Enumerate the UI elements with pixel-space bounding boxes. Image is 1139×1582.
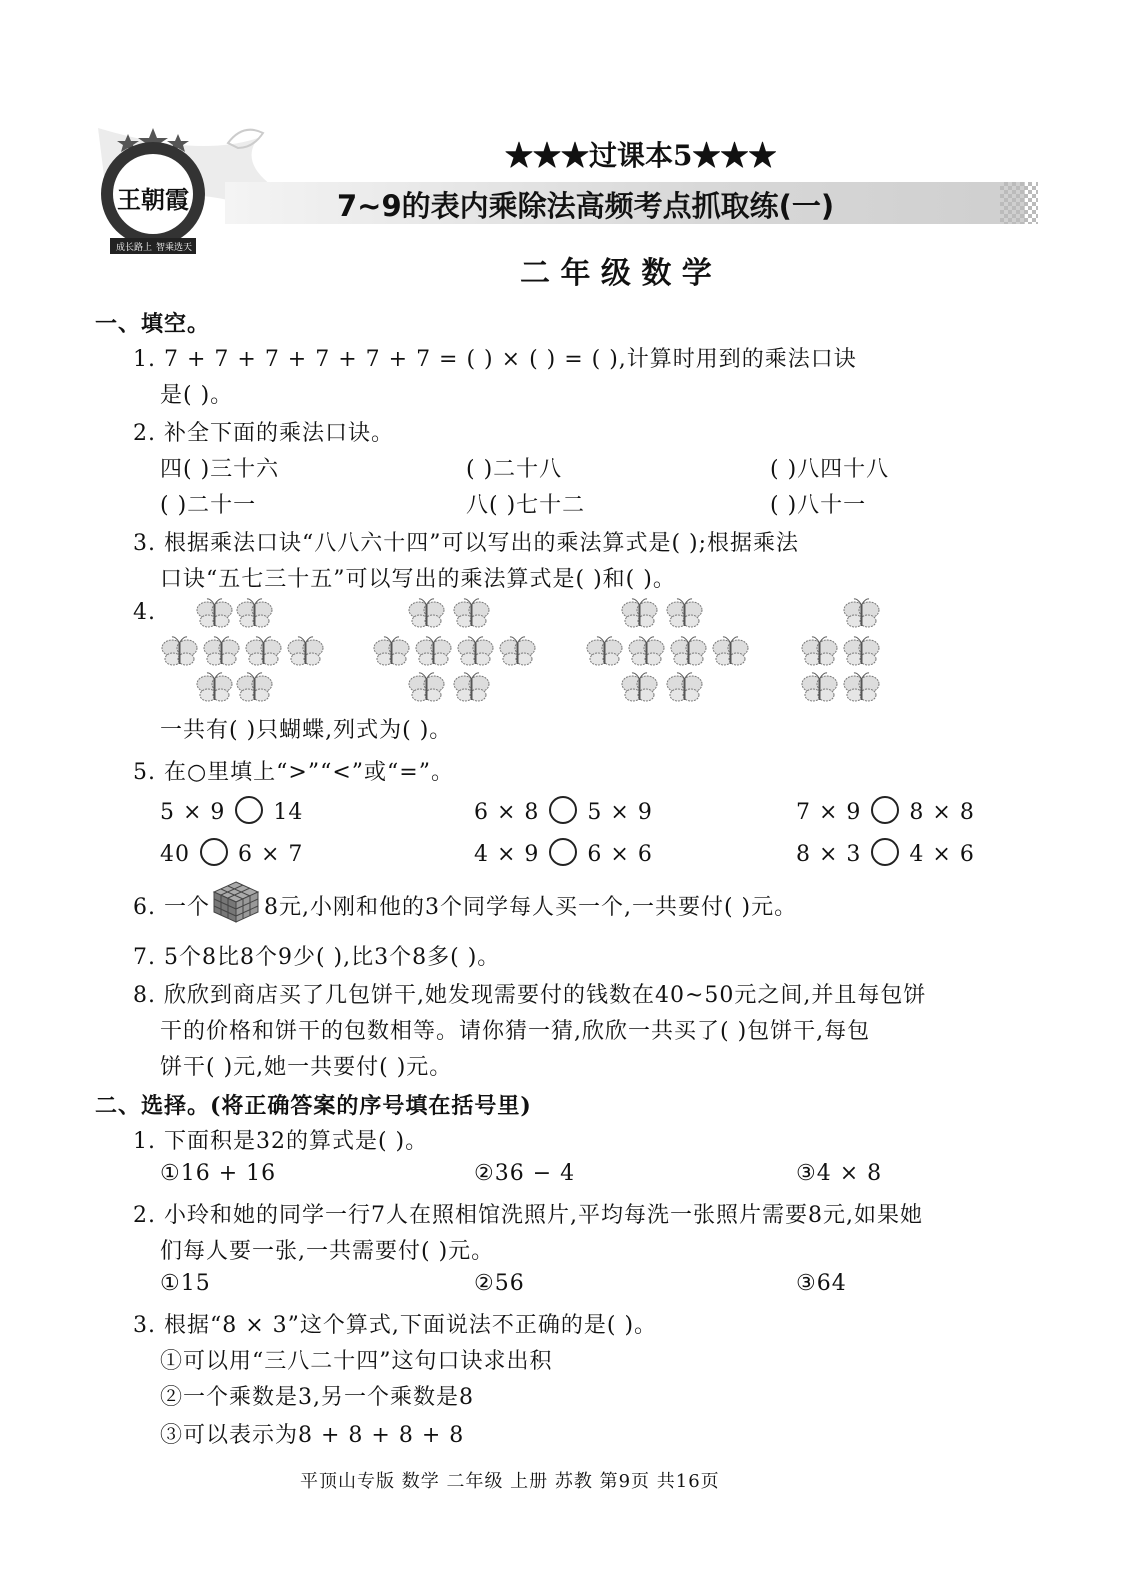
publisher-logo bbox=[92, 128, 214, 260]
butterfly-icon bbox=[620, 672, 660, 704]
compare-circle[interactable] bbox=[549, 838, 577, 866]
q8-line1: 8. 欣欣到商店买了几包饼干,她发现需要付的钱数在40~50元之间,并且每包饼 bbox=[133, 983, 927, 1008]
banner-pattern bbox=[1000, 182, 1038, 224]
s2-q2-option: ③64 bbox=[796, 1271, 847, 1296]
compare-circle[interactable] bbox=[200, 838, 228, 866]
butterfly-icon bbox=[452, 672, 492, 704]
butterfly-icon bbox=[244, 636, 284, 668]
butterfly-icon bbox=[456, 636, 496, 668]
section2-heading: 二、选择。(将正确答案的序号填在括号里) bbox=[95, 1093, 532, 1119]
q5-item: 4 × 9 6 × 6 bbox=[474, 838, 653, 867]
s2-q1-option: ②36 − 4 bbox=[474, 1161, 576, 1186]
butterfly-icon bbox=[202, 636, 242, 668]
q2-title: 2. 补全下面的乘法口诀。 bbox=[133, 421, 394, 446]
s2-q1-option: ①16 + 16 bbox=[160, 1161, 277, 1186]
q2-item: ( )二十八 bbox=[466, 457, 563, 482]
q5-item: 40 6 × 7 bbox=[160, 838, 303, 867]
s2-q3: 3. 根据“8 × 3”这个算式,下面说法不正确的是( )。 bbox=[133, 1313, 658, 1338]
compare-circle[interactable] bbox=[871, 796, 899, 824]
butterfly-icon bbox=[372, 636, 412, 668]
q2-item: 四( )三十六 bbox=[160, 457, 280, 482]
compare-circle[interactable] bbox=[549, 796, 577, 824]
q2-item: 八( )七十二 bbox=[466, 493, 586, 518]
butterfly-icon bbox=[669, 636, 709, 668]
q1-line2: 是( )。 bbox=[160, 383, 234, 408]
butterfly-icon bbox=[160, 636, 200, 668]
q4-label: 4. bbox=[133, 600, 156, 625]
q5-item: 8 × 3 4 × 6 bbox=[796, 838, 975, 867]
butterfly-icon bbox=[286, 636, 326, 668]
kicker-title: ★★★过课本5★★★ bbox=[505, 139, 777, 172]
q8-line2: 干的价格和饼干的包数相等。请你猜一猜,欣欣一共买了( )包饼干,每包 bbox=[160, 1019, 871, 1044]
section1-heading: 一、填空。 bbox=[95, 311, 211, 337]
s2-q2-option: ②56 bbox=[474, 1271, 525, 1296]
q2-item: ( )二十一 bbox=[160, 493, 257, 518]
butterfly-icon bbox=[407, 672, 447, 704]
s2-q2-line2: 们每人要一张,一共需要付( )元。 bbox=[160, 1239, 495, 1264]
butterfly-icon bbox=[585, 636, 625, 668]
q3-line1: 3. 根据乘法口诀“八八六十四”可以写出的乘法算式是( );根据乘法 bbox=[133, 531, 800, 556]
butterfly-icon bbox=[620, 598, 660, 630]
q3-line2: 口诀“五七三十五”可以写出的乘法算式是( )和( )。 bbox=[160, 567, 676, 592]
butterfly-icon bbox=[800, 672, 840, 704]
butterfly-icon bbox=[195, 672, 235, 704]
q1-line1: 1. 7 + 7 + 7 + 7 + 7 + 7 = ( ) × ( ) = ( ),计算时用到的乘法口诀 bbox=[133, 347, 857, 372]
banner-title: 7~9的表内乘除法高频考点抓取练(一) bbox=[337, 189, 835, 223]
butterfly-icon bbox=[195, 598, 235, 630]
butterfly-icon bbox=[665, 598, 705, 630]
s2-q2-line1: 2. 小玲和她的同学一行7人在照相馆洗照片,平均每洗一张照片需要8元,如果她 bbox=[133, 1203, 923, 1228]
logo-text: 王朝霞 bbox=[117, 185, 189, 214]
butterfly-icon bbox=[842, 598, 882, 630]
compare-circle[interactable] bbox=[871, 838, 899, 866]
q2-item: ( )八四十八 bbox=[770, 457, 890, 482]
q5-title: 5. 在○里填上“>”“<”或“=”。 bbox=[133, 760, 454, 785]
page-footer: 平顶山专版 数学 二年级 上册 苏教 第9页 共16页 bbox=[300, 1471, 720, 1492]
s2-q3-option: ②一个乘数是3,另一个乘数是8 bbox=[160, 1385, 474, 1410]
s2-q1: 1. 下面积是32的算式是( )。 bbox=[133, 1129, 429, 1154]
rubiks-cube-icon bbox=[212, 880, 260, 924]
q4-line: 一共有( )只蝴蝶,列式为( )。 bbox=[160, 718, 453, 743]
s2-q3-option: ①可以用“三八二十四”这句口诀求出积 bbox=[160, 1349, 553, 1374]
subject-title: 二 年 级 数 学 bbox=[520, 256, 712, 291]
q7: 7. 5个8比8个9少( ),比3个8多( )。 bbox=[133, 945, 501, 970]
q6-suffix: 8元,小刚和他的3个同学每人买一个,一共要付( )元。 bbox=[264, 895, 798, 920]
butterfly-icon bbox=[407, 598, 447, 630]
butterfly-icon bbox=[842, 636, 882, 668]
q6-prefix: 6. 一个 bbox=[133, 895, 210, 920]
s2-q1-option: ③4 × 8 bbox=[796, 1161, 883, 1186]
svg-text:成长路上: 成长路上 bbox=[115, 243, 153, 253]
svg-text:智乘选天: 智乘选天 bbox=[155, 243, 193, 253]
butterfly-icon bbox=[235, 672, 275, 704]
butterfly-icon bbox=[842, 672, 882, 704]
butterfly-icon bbox=[800, 636, 840, 668]
q8-line3: 饼干( )元,她一共要付( )元。 bbox=[160, 1055, 453, 1080]
compare-circle[interactable] bbox=[235, 796, 263, 824]
q5-item: 5 × 9 14 bbox=[160, 796, 303, 825]
butterfly-icon bbox=[235, 598, 275, 630]
butterfly-icon bbox=[627, 636, 667, 668]
butterfly-icon bbox=[711, 636, 751, 668]
q5-item: 6 × 8 5 × 9 bbox=[474, 796, 653, 825]
butterfly-icon bbox=[498, 636, 538, 668]
s2-q2-option: ①15 bbox=[160, 1271, 211, 1296]
q5-item: 7 × 9 8 × 8 bbox=[796, 796, 975, 825]
q2-item: ( )八十一 bbox=[770, 493, 867, 518]
butterfly-icon bbox=[665, 672, 705, 704]
butterfly-icon bbox=[452, 598, 492, 630]
s2-q3-option: ③可以表示为8 + 8 + 8 + 8 bbox=[160, 1423, 465, 1448]
butterfly-icon bbox=[414, 636, 454, 668]
